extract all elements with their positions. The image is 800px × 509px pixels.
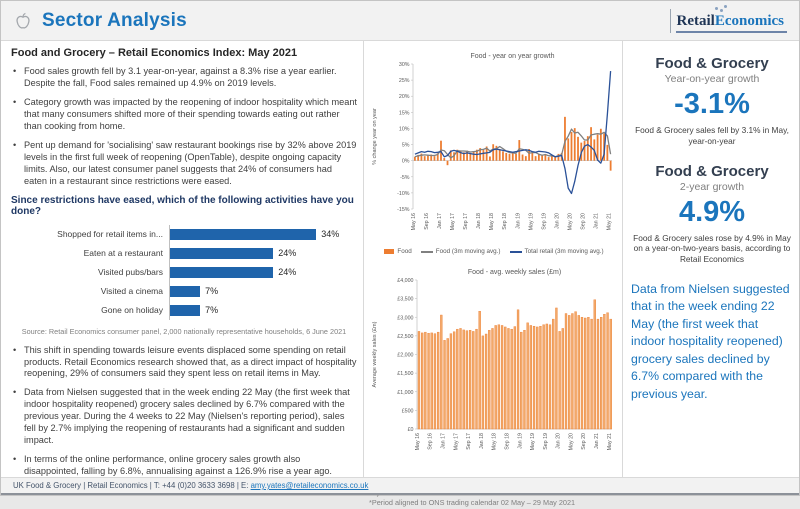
svg-text:May 21: May 21 <box>606 212 613 231</box>
legend-item <box>421 248 501 255</box>
footer-email-link[interactable]: amy.yates@retaileconomics.co.uk <box>250 481 369 490</box>
survey-axis <box>169 282 200 301</box>
svg-text:Sep 19: Sep 19 <box>541 213 548 230</box>
survey-value-label: 24% <box>278 267 297 278</box>
svg-text:May 17: May 17 <box>450 213 457 231</box>
survey-value-label: 34% <box>321 229 340 240</box>
svg-text:% change year on year: % change year on year <box>372 108 378 165</box>
bullet-item: • Food sales growth fell by 3.1 year-on-year, against a 8.3% rise a year earlier. Despite the fall, Food sales remained up 4.9% on 2019 levels. <box>11 66 357 90</box>
svg-text:£2,500: £2,500 <box>397 333 414 340</box>
bullet-item: • Data from Nielsen suggested that in the week ending 22 May (the first week that indoor hospitality reopened) grocery sales declined by 6.7% compared with the previous year. During the 4 weeks to 22 May (Nielsen's reporting period), sales fell by 2.7% implying the reopening of restaurants had a significant and sudden impact. <box>11 387 357 447</box>
svg-text:Jan 17: Jan 17 <box>436 213 443 229</box>
kpi-description: Food & Grocery sales fell by 3.1% in May, year-on-year <box>635 125 789 146</box>
survey-value-label: 24% <box>278 248 297 259</box>
kpi-title: Food & Grocery <box>655 162 769 180</box>
svg-text:Sep 16: Sep 16 <box>427 433 434 450</box>
nielsen-note: Data from Nielsen suggested that in the week ending 22 May (the first week that indoor hospitality reopened) grocery sales declined by 6.7% compared with the previous year. <box>631 281 790 401</box>
charts-column <box>369 49 619 509</box>
kpi-column <box>631 55 793 403</box>
survey-axis <box>169 263 273 282</box>
kpi-title: Food & Grocery <box>655 55 769 72</box>
svg-text:Sep 17: Sep 17 <box>466 433 473 450</box>
svg-text:Sep 17: Sep 17 <box>463 213 470 230</box>
legend-item <box>384 248 411 255</box>
svg-text:May 20: May 20 <box>567 213 574 231</box>
svg-text:Sep 19: Sep 19 <box>542 433 549 450</box>
survey-value-label: 7% <box>205 286 219 297</box>
sales-chart-source: *Period aligned to ONS trading calendar 02 May – 29 May 2021 <box>369 498 576 508</box>
svg-text:15%: 15% <box>398 110 410 117</box>
kpi-description: Food & Grocery sales rose by 4.9% in May on a year-on-two-years basis, according to Retail Economics <box>633 232 791 265</box>
footer-bar <box>1 477 799 495</box>
survey-bar <box>170 229 316 240</box>
survey-bar <box>170 267 273 278</box>
svg-text:25%: 25% <box>398 78 410 85</box>
food-yoy-chart <box>369 49 617 250</box>
survey-category-label: Visited a cinema <box>100 286 163 297</box>
svg-text:-15%: -15% <box>397 207 410 213</box>
survey-category-label: Shopped for retail items in... <box>57 229 163 240</box>
svg-text:Food - avg. weekly sales (£m): Food - avg. weekly sales (£m) <box>467 269 562 276</box>
kpi-panel-yoy <box>631 55 793 147</box>
svg-text:Average weekly sales (£m): Average weekly sales (£m) <box>372 321 378 388</box>
survey-bar <box>170 305 200 316</box>
column-divider-left <box>363 41 364 477</box>
svg-text:May 20: May 20 <box>568 433 575 451</box>
bullet-list-top <box>11 66 357 188</box>
svg-text:May 18: May 18 <box>489 213 496 231</box>
legend-swatch <box>510 251 522 253</box>
bullet-item: • Category growth was impacted by the reopening of indoor hospitality which meant that many consumers shifted more of their spending towards eating out rather than cooking from home. <box>11 97 357 133</box>
svg-text:-5%: -5% <box>400 174 410 181</box>
survey-bar-row <box>21 225 357 244</box>
logo-dots-decoration <box>715 7 718 10</box>
food-bars-group <box>414 117 612 171</box>
sales-bars-group <box>418 300 612 429</box>
kpi-subtitle: Year-on-year growth <box>664 73 760 85</box>
svg-text:Jan 21: Jan 21 <box>593 213 600 229</box>
header-bar <box>1 1 799 41</box>
svg-text:£0: £0 <box>407 427 414 433</box>
svg-text:Sep 18: Sep 18 <box>504 433 511 450</box>
survey-category-label: Eaten at a restaurant <box>83 248 163 259</box>
svg-text:Sep 16: Sep 16 <box>423 213 430 230</box>
svg-text:Food - year on year growth: Food - year on year growth <box>470 53 555 60</box>
svg-text:May 19: May 19 <box>528 213 535 231</box>
food-sales-svg <box>369 265 617 465</box>
bullet-item: • This shift in spending towards leisure events displaced some spending on retail products. Retail Economics research showed that, as a direct impact of hospitality reopening, 29% of consumers said they spent less on retail items in May. <box>11 345 357 381</box>
svg-text:20%: 20% <box>398 94 410 101</box>
svg-text:£2,000: £2,000 <box>397 352 414 359</box>
retail-economics-logo <box>670 9 788 33</box>
svg-text:Jan 20: Jan 20 <box>554 213 561 229</box>
svg-text:May 18: May 18 <box>491 433 498 451</box>
kpi-subtitle: 2-year growth <box>679 180 745 193</box>
section-heading: Food and Grocery – Retail Economics Index: May 2021 <box>11 47 298 59</box>
svg-text:10%: 10% <box>398 126 410 133</box>
survey-source: Source: Retail Economics consumer panel, 2,000 nationally representative households, 6 June 2021 <box>21 326 347 336</box>
svg-text:30%: 30% <box>398 62 410 68</box>
survey-axis <box>169 301 200 320</box>
svg-text:£1,000: £1,000 <box>397 389 414 396</box>
survey-bar-row <box>21 301 357 320</box>
legend-label: Food (3m moving avg.) <box>435 248 501 255</box>
svg-text:Jan 18: Jan 18 <box>478 433 485 449</box>
series-line <box>415 71 611 193</box>
legend-swatch <box>384 249 394 254</box>
kpi-panel-2year <box>631 163 793 265</box>
survey-axis <box>169 225 316 244</box>
survey-bar <box>170 248 273 259</box>
svg-text:5%: 5% <box>401 142 410 149</box>
kpi-value: -3.1% <box>674 88 750 120</box>
svg-text:May 16: May 16 <box>410 213 417 231</box>
svg-text:Jan 19: Jan 19 <box>515 213 522 229</box>
svg-text:May 21: May 21 <box>606 433 613 451</box>
svg-text:Sep 20: Sep 20 <box>581 433 588 450</box>
column-divider-right <box>622 41 623 477</box>
survey-bar-chart <box>21 225 357 320</box>
svg-text:0%: 0% <box>401 158 410 165</box>
apple-icon <box>13 11 33 31</box>
svg-text:May 16: May 16 <box>414 433 421 451</box>
svg-text:May 19: May 19 <box>530 433 537 451</box>
survey-bar <box>170 286 200 297</box>
svg-text:Sep 18: Sep 18 <box>502 213 509 230</box>
survey-bar-row <box>21 244 357 263</box>
food-sales-chart <box>369 265 617 470</box>
svg-text:-10%: -10% <box>397 190 410 197</box>
survey-category-label: Gone on holiday <box>101 305 163 316</box>
svg-text:£1,500: £1,500 <box>397 371 414 378</box>
survey-value-label: 7% <box>205 305 219 316</box>
footer-text: UK Food & Grocery | Retail Economics | T: +44 (0)20 3633 3698 | E: <box>13 481 249 490</box>
bullet-item: • Pent up demand for 'socialising' saw restaurant bookings rise by 32% above 2019 levels in the first full week of reopening (OpenTable), despite ongoing capacity limits. Also, our latest consumer panel suggests that 24% of consumers had eaten in a restaurant since restrictions were eased. <box>11 140 357 188</box>
bullet-item: • In terms of the online performance, online grocery sales growth also disappointed, falling by 6.8%, annualising against a 126.9% rise a year ago. <box>11 454 357 478</box>
legend-swatch <box>421 251 433 253</box>
legend-label: Total retail (3m moving avg.) <box>524 248 604 255</box>
svg-text:£500: £500 <box>401 408 414 415</box>
commentary-column <box>11 47 357 485</box>
legend-item <box>510 248 604 255</box>
logo-text-retail: Retail <box>676 13 715 29</box>
legend-label: Food <box>397 248 412 255</box>
page-title: Sector Analysis <box>42 9 187 31</box>
svg-text:Jan 18: Jan 18 <box>476 213 483 229</box>
svg-text:£3,000: £3,000 <box>397 315 414 322</box>
survey-bar-row <box>21 282 357 301</box>
survey-axis <box>169 244 273 263</box>
svg-text:£4,000: £4,000 <box>397 278 414 284</box>
svg-text:Jan 20: Jan 20 <box>555 433 562 449</box>
svg-text:Jan 21: Jan 21 <box>593 433 600 449</box>
svg-text:Jan 19: Jan 19 <box>517 433 524 449</box>
kpi-value: 4.9% <box>678 195 746 228</box>
survey-category-label: Visited pubs/bars <box>97 267 163 278</box>
survey-chart-title: Since restrictions have eased, which of the following activities have you done? <box>11 194 354 217</box>
svg-text:Jan 17: Jan 17 <box>440 433 447 449</box>
survey-bar-row <box>21 263 357 282</box>
food-yoy-svg <box>369 49 617 245</box>
svg-text:May 17: May 17 <box>453 433 460 451</box>
svg-text:Sep 20: Sep 20 <box>580 213 587 230</box>
svg-text:£3,500: £3,500 <box>397 296 414 303</box>
bullet-list-bottom <box>11 345 357 479</box>
logo-text-economics: Economics <box>714 13 784 29</box>
food-yoy-legend <box>369 248 619 255</box>
